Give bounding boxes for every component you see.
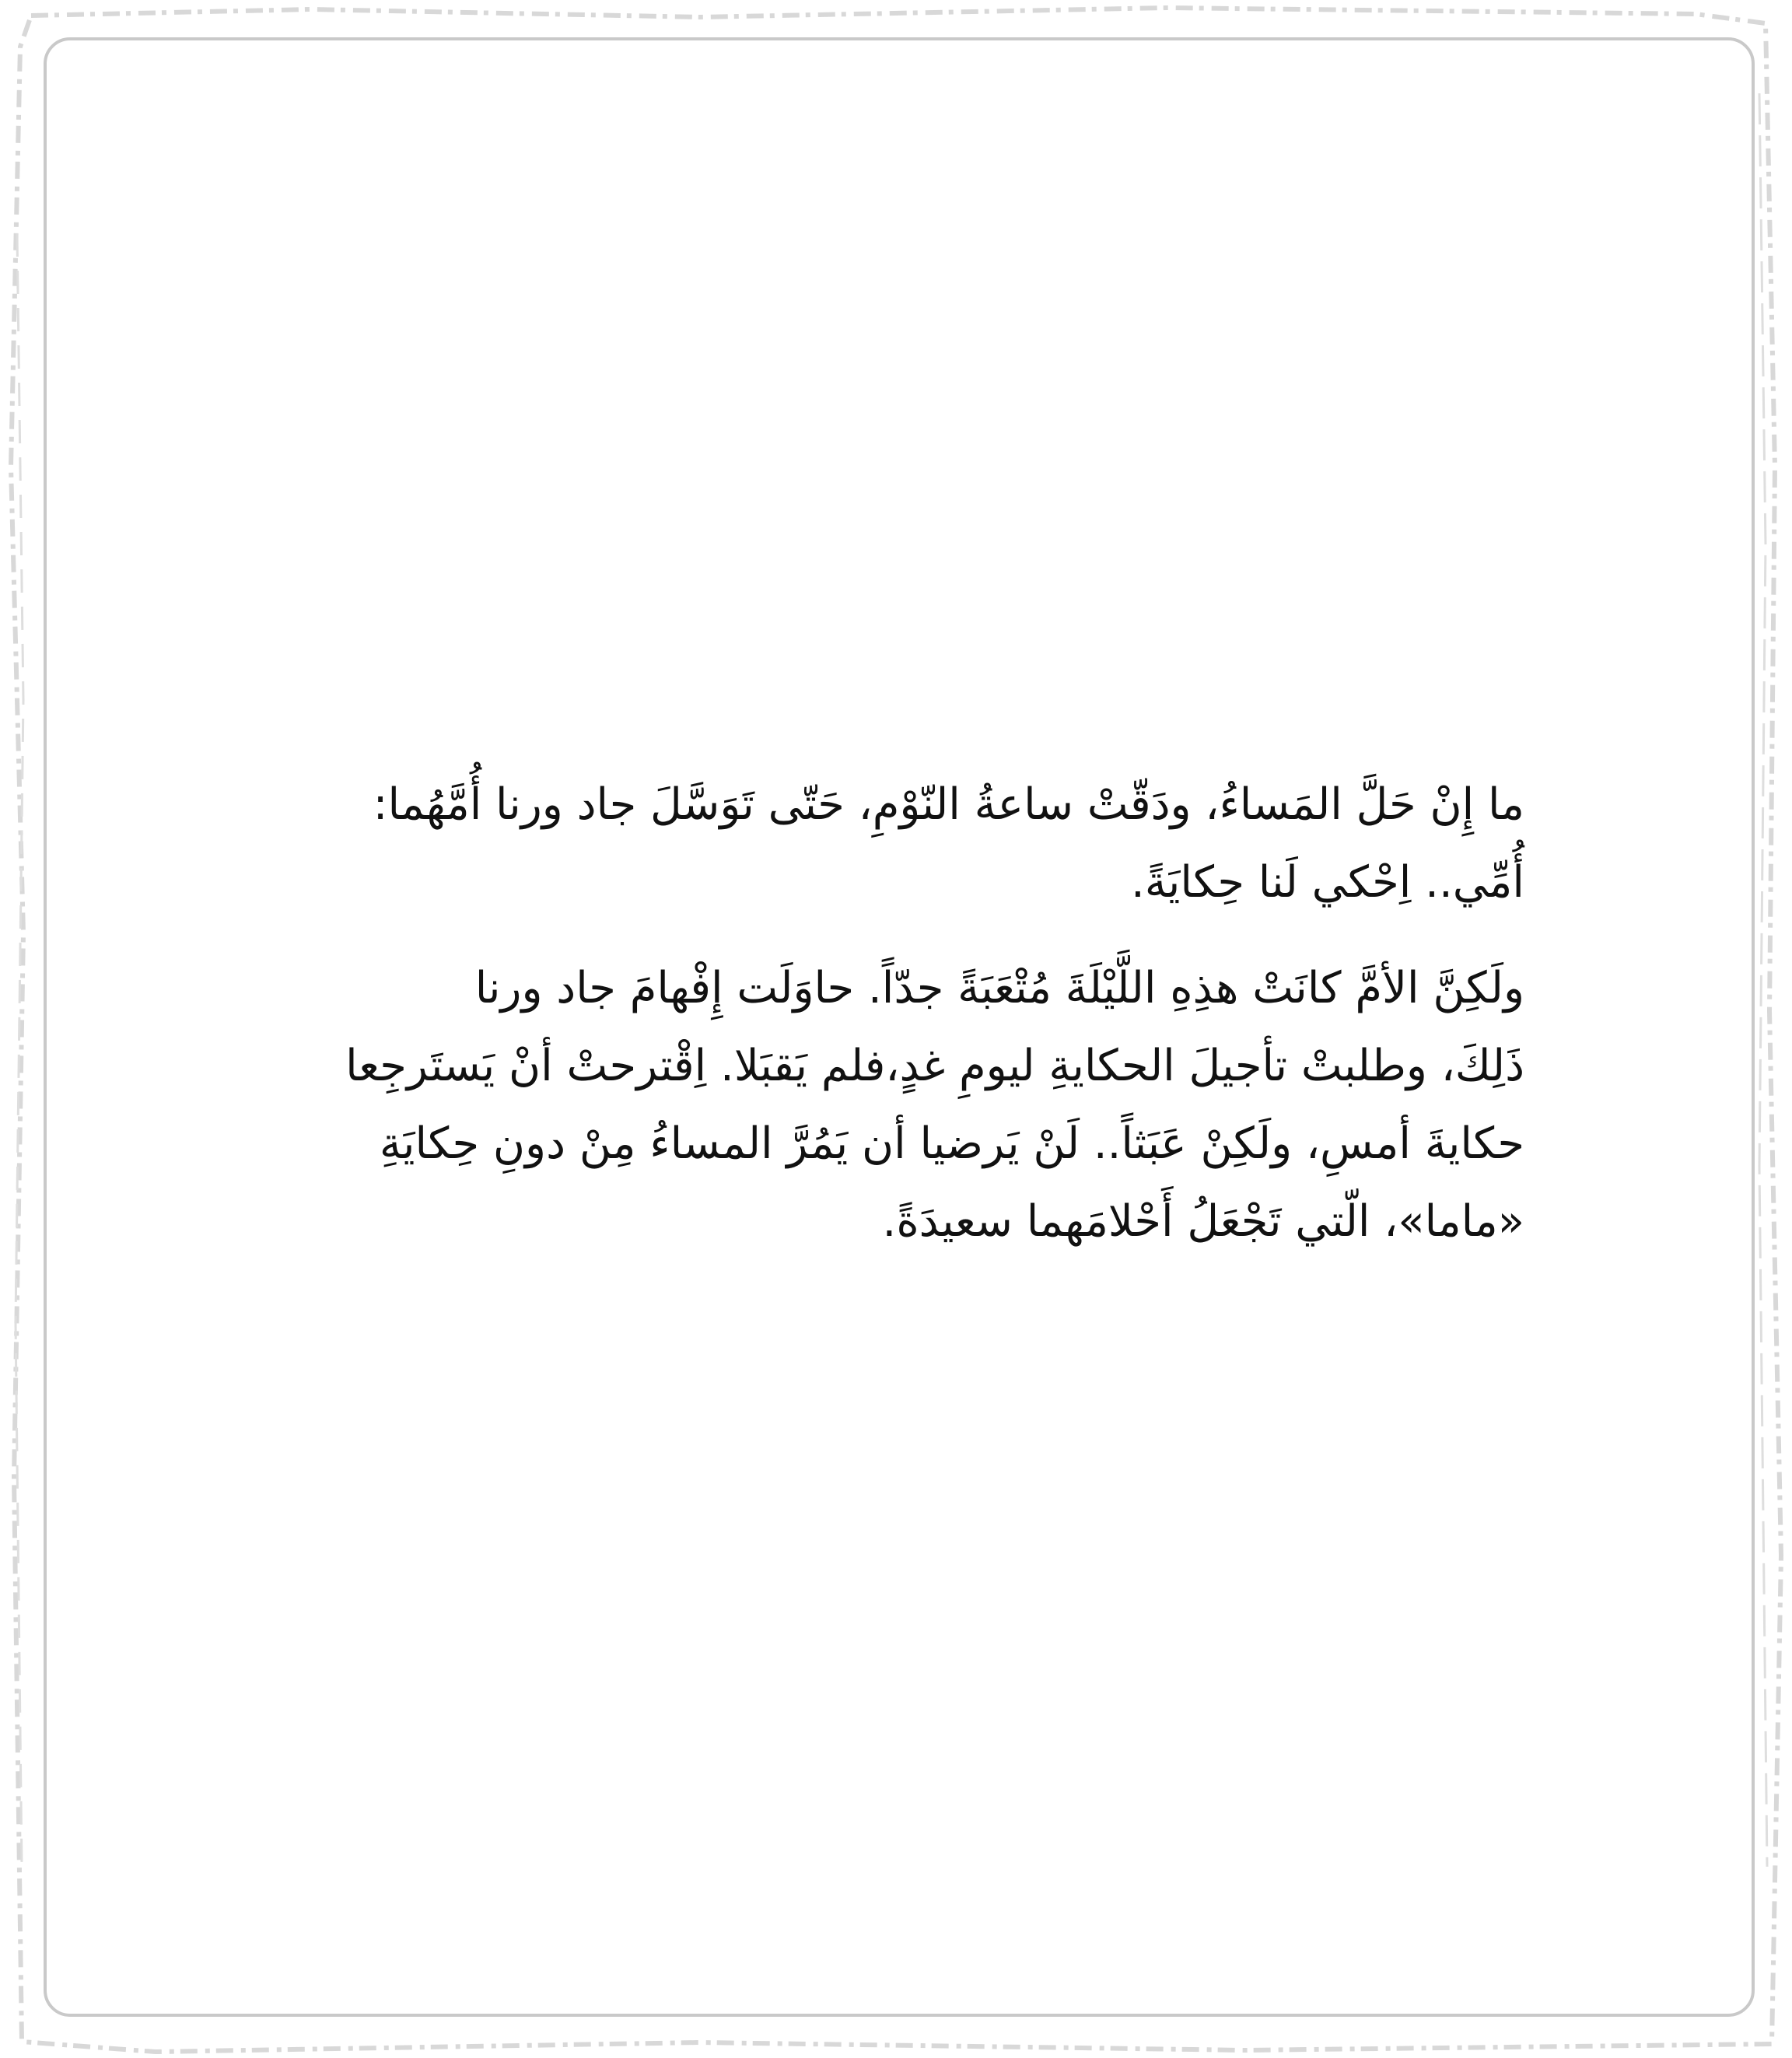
paragraph-1-line-1: ما إِنْ حَلَّ المَساءُ، ودَقّتْ ساعةُ النّوْمِ، حَتّى تَوَسَّلَ جاد ورنا أُمَّهُما: bbox=[373, 779, 1524, 830]
paragraph-2-line-2: ذَلِكَ، وطلبتْ تأجيلَ الحكايةِ ليومِ غدٍ،فلم يَقبَلا. اِقْترحتْ أنْ يَستَرجِعا bbox=[345, 1041, 1524, 1091]
paragraph-2-line-3: حكايةَ أمسِ، ولَكِنْ عَبَثاً.. لَنْ يَرضيا أن يَمُرَّ المساءُ مِنْ دونِ حِكايَةِ bbox=[379, 1118, 1524, 1169]
paragraph-2 bbox=[257, 950, 1524, 1261]
story-text bbox=[257, 766, 1524, 1261]
paragraph-2-line-4: «ماما»، الّتي تَجْعَلُ أَحْلامَهما سعيدَةً. bbox=[882, 1196, 1524, 1247]
paragraph-1-line-2: أُمِّي.. اِحْكي لَنا حِكايَةً. bbox=[1130, 857, 1524, 908]
paragraph-1 bbox=[257, 766, 1524, 922]
paragraph-2-line-1: ولَكِنَّ الأمَّ كانَتْ هذِهِ اللَّيْلَةَ مُتْعَبَةً جدّاً. حاوَلَت إِفْهامَ جاد ورنا bbox=[474, 963, 1524, 1013]
